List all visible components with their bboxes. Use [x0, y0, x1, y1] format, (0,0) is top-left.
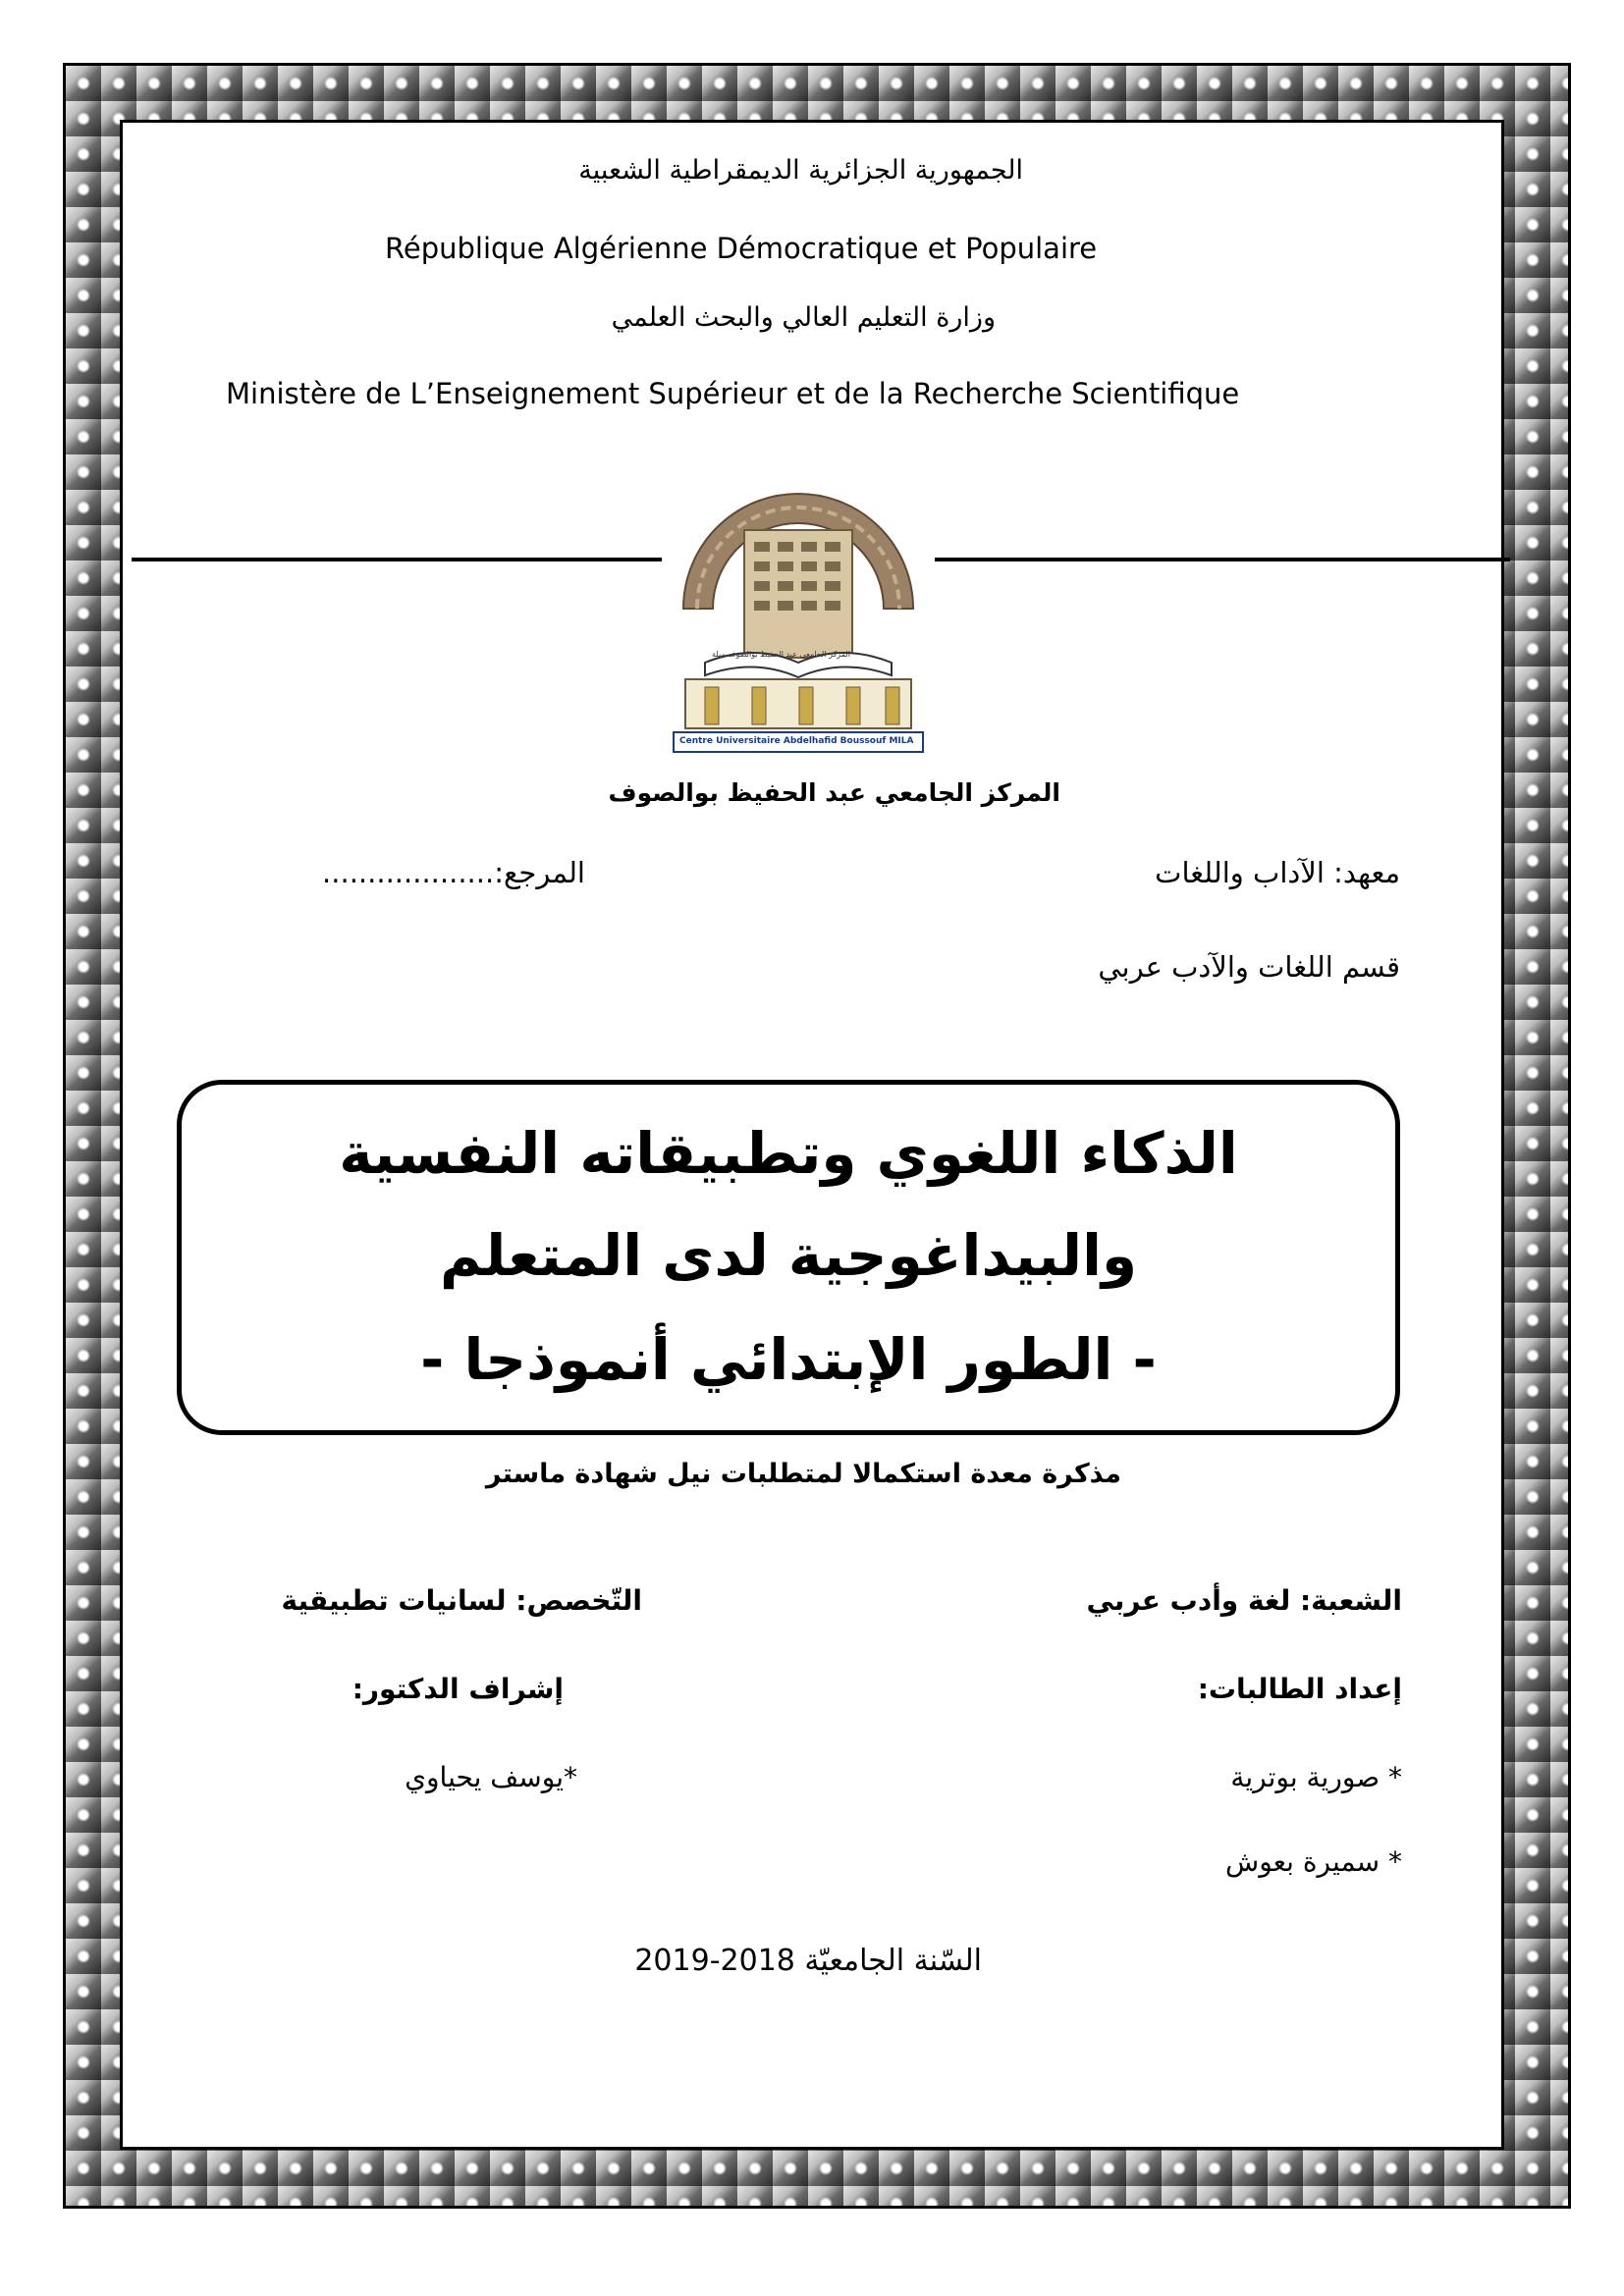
- republic-name-arabic: الجمهورية الجزائرية الديمقراطية الشعبية: [578, 155, 1023, 186]
- ministry-name-arabic: وزارة التعليم العالي والبحث العلمي: [611, 302, 996, 333]
- specialty-label: التّخصص: لسانيات تطبيقية: [281, 1584, 642, 1617]
- academic-year: السّنة الجامعيّة 2018-2019: [634, 1944, 982, 1978]
- branch-label: الشعبة: لغة وأدب عربي: [1086, 1584, 1402, 1617]
- thesis-title-line-3: - الطور الإبتدائي أنموذجا -: [420, 1326, 1157, 1393]
- department-label: قسم اللغات والآدب عربي: [1098, 950, 1400, 984]
- institute-label: معهد: الآداب واللغات: [1155, 856, 1400, 889]
- republic-name-french: République Algérienne Démocratique et Populaire: [385, 232, 1098, 265]
- prepared-by-label: إعداد الطالبات:: [1197, 1673, 1402, 1705]
- thesis-title-line-1: الذكاء اللغوي وتطبيقاته النفسية: [339, 1120, 1238, 1187]
- thesis-title-line-2: والبيداغوجية لدى المتعلم: [439, 1222, 1138, 1289]
- header-rule-left: [132, 558, 662, 561]
- thesis-note: مذكرة معدة استكمالا لمتطلبات نيل شهادة ماستر: [485, 1459, 1121, 1489]
- university-logo: [656, 461, 941, 756]
- logo-caption-french: Centre Universitaire Abdelhafid Boussouf MILA: [679, 736, 914, 746]
- logo-caption-arabic: المركز الجامعي عبد الحفيظ بوالصوف ميلة: [712, 650, 850, 659]
- header-rule-right: [935, 558, 1510, 561]
- thesis-title-box: [177, 1080, 1400, 1435]
- ministry-name-french: Ministère de L’Enseignement Supérieur et de la Recherche Scientifique: [226, 377, 1240, 410]
- student-name: * صورية بوترية: [1230, 1761, 1402, 1793]
- supervisor-name: *يوسف يحياوي: [405, 1761, 577, 1793]
- supervisor-label: إشراف الدكتور:: [352, 1673, 564, 1705]
- reference-field: المرجع:...................: [322, 856, 585, 889]
- center-name: المركز الجامعي عبد الحفيظ بوالصوف: [608, 778, 1060, 807]
- student-name: * سميرة بعوش: [1225, 1845, 1402, 1878]
